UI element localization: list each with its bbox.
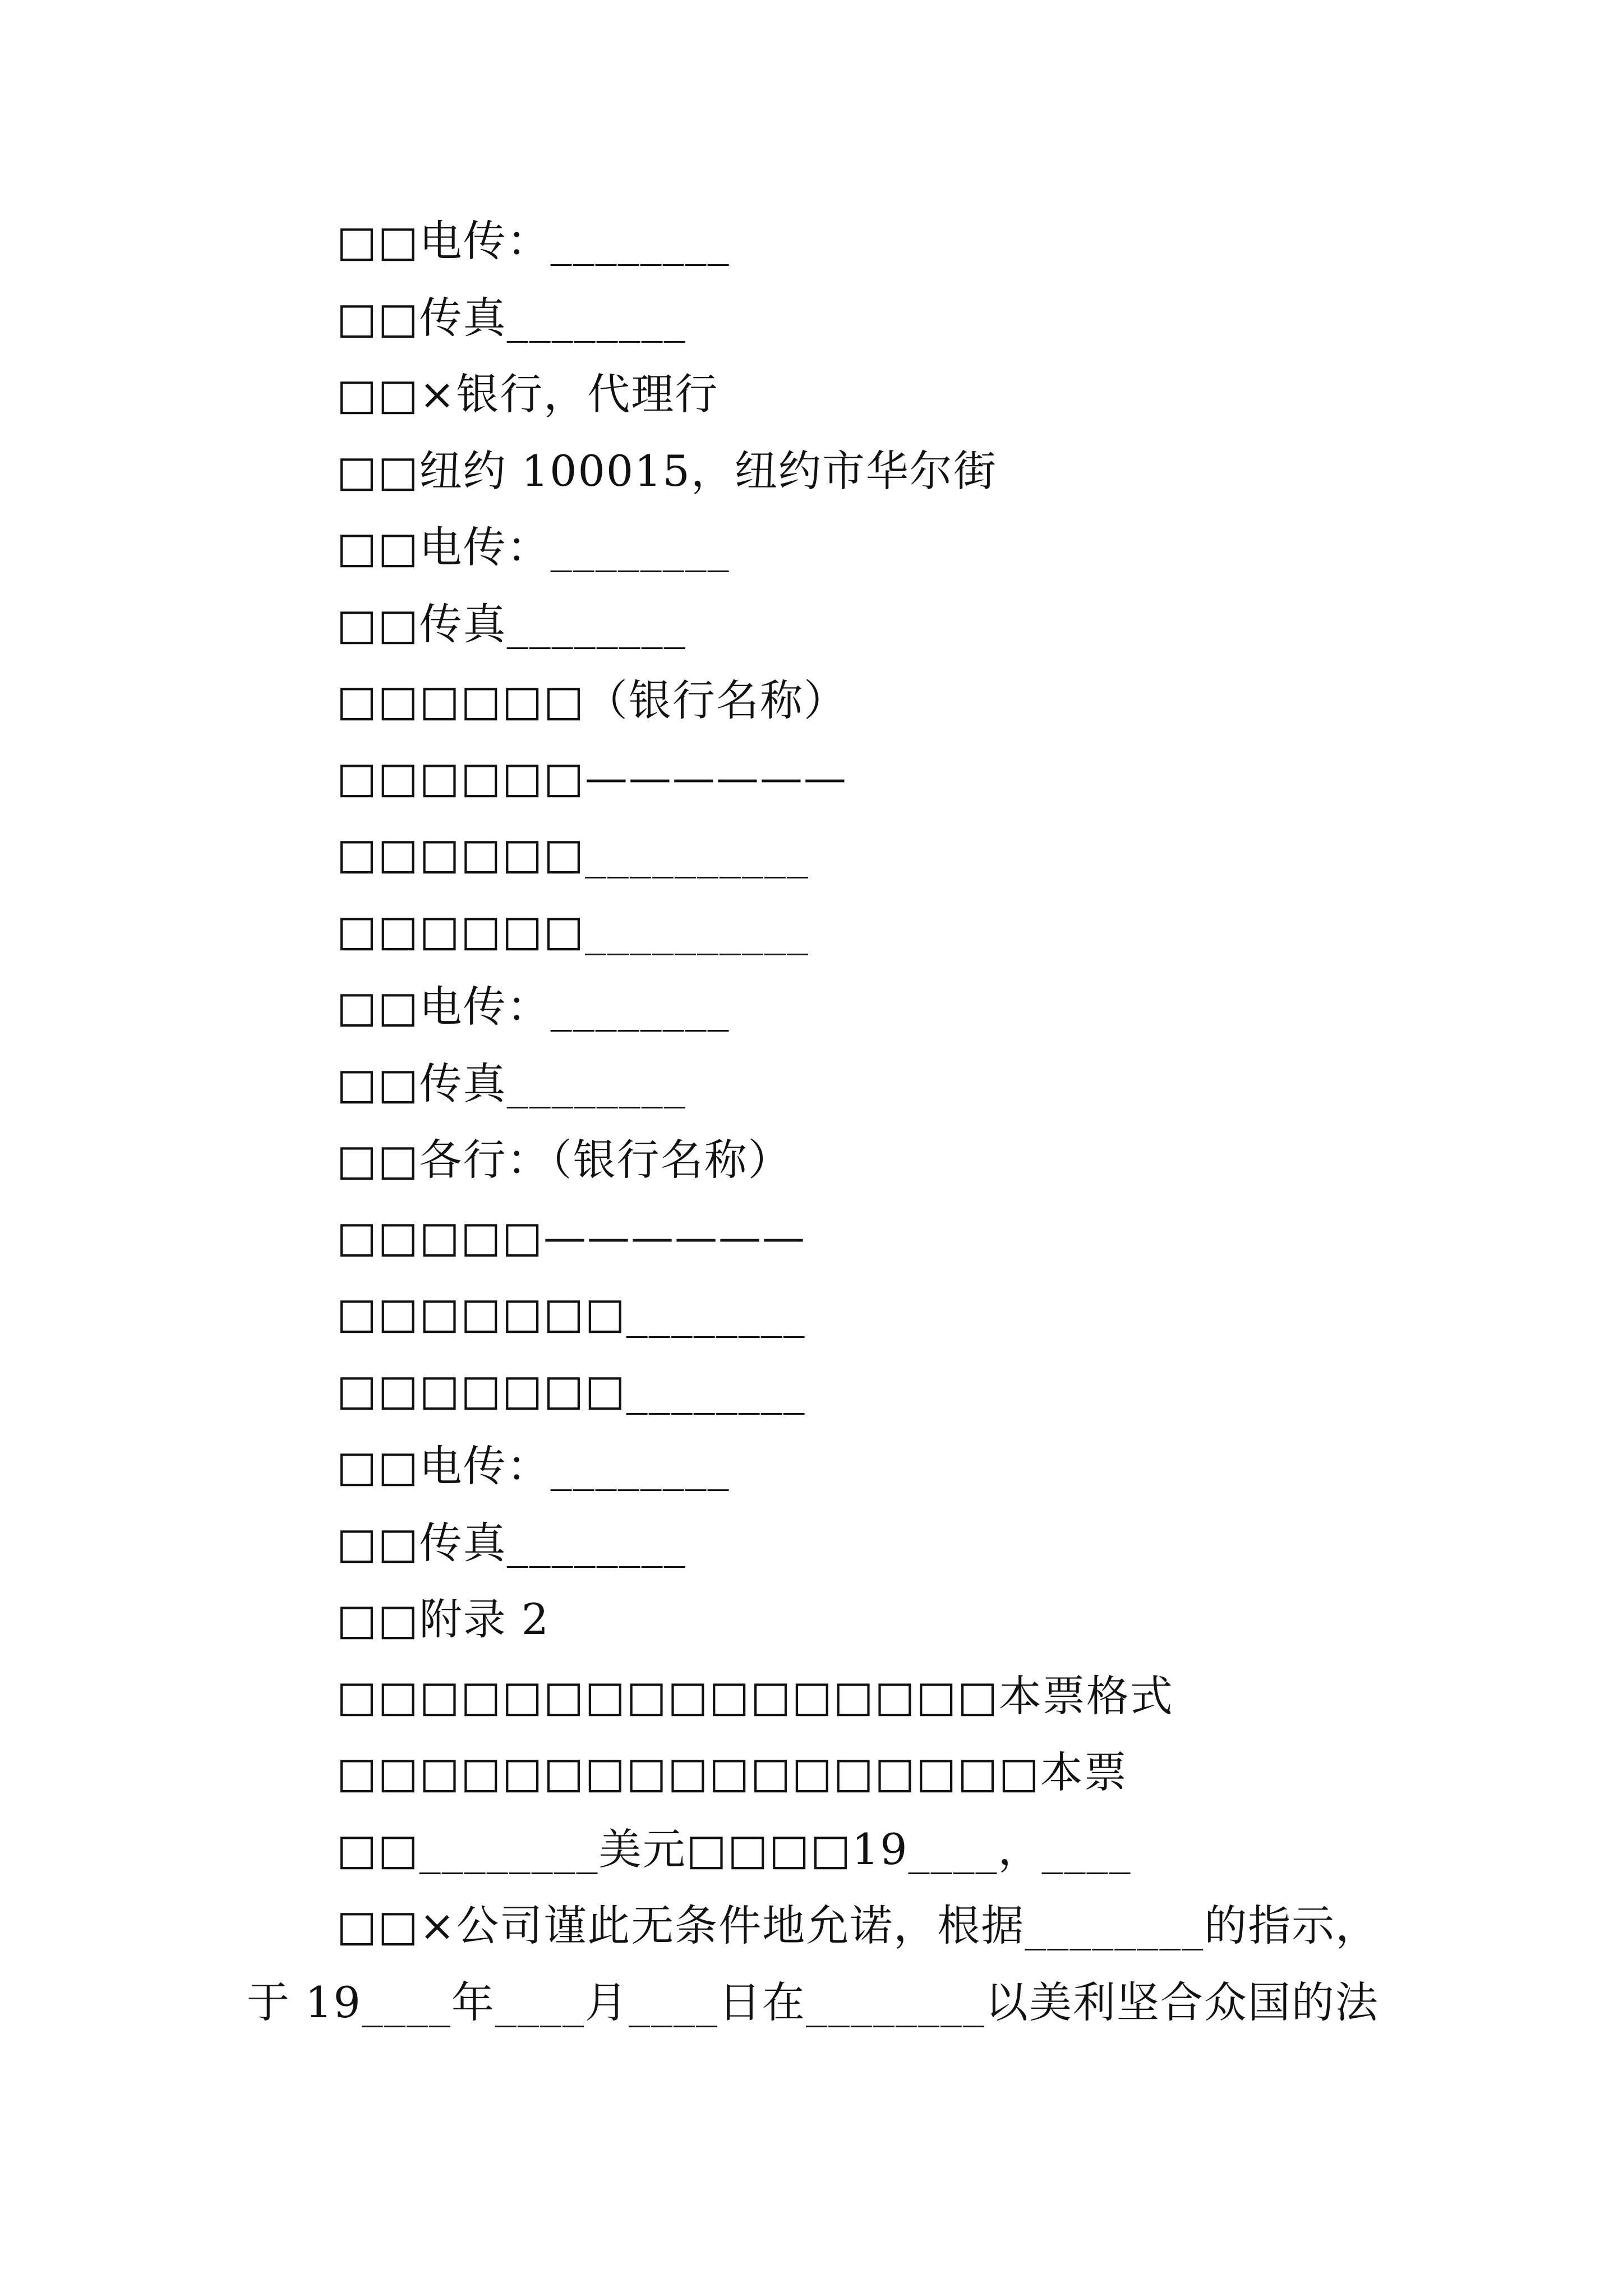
address-line: □□纽约 100015，纽约市华尔街 [336, 446, 997, 496]
fax-line-4: □□传真________ [336, 1518, 686, 1568]
telex-line-3: □□电传：________ [336, 982, 730, 1032]
fax-line-3: □□传真________ [336, 1059, 686, 1108]
bank-name-line-2: □□各行：（银行名称） [336, 1135, 792, 1185]
dash-line-1: □□□□□□—————— [336, 752, 847, 802]
blank-line-3: □□□□□□□________ [336, 1288, 806, 1338]
telex-line-2: □□电传：________ [336, 522, 730, 572]
blank-line-1: □□□□□□__________ [336, 829, 809, 878]
blank-line-4: □□□□□□□________ [336, 1365, 806, 1415]
amount-date-line: □□________美元□□□□19____，____ [336, 1824, 1132, 1874]
telex-line-1: □□电传：________ [336, 216, 730, 266]
promise-paragraph-line-1: □□×公司谨此无条件地允诺，根据________的指示， [336, 1901, 1380, 1950]
promise-paragraph-line-2: 于 19____年____月____日在________以美利坚合众国的法 [247, 1977, 1379, 2027]
bank-agent-line: □□×银行，代理行 [336, 369, 719, 419]
blank-line-2: □□□□□□__________ [336, 905, 809, 955]
bank-name-line-1: □□□□□□（银行名称） [336, 675, 847, 725]
fax-line-1: □□传真________ [336, 293, 686, 343]
appendix-heading: □□附录 2 [336, 1594, 550, 1644]
note-format-heading: □□□□□□□□□□□□□□□□本票格式 [336, 1671, 1174, 1721]
dash-line-2: □□□□□—————— [336, 1212, 806, 1262]
telex-line-4: □□电传：________ [336, 1441, 730, 1491]
fax-line-2: □□传真________ [336, 599, 686, 649]
note-title: □□□□□□□□□□□□□□□□□本票 [336, 1747, 1128, 1797]
